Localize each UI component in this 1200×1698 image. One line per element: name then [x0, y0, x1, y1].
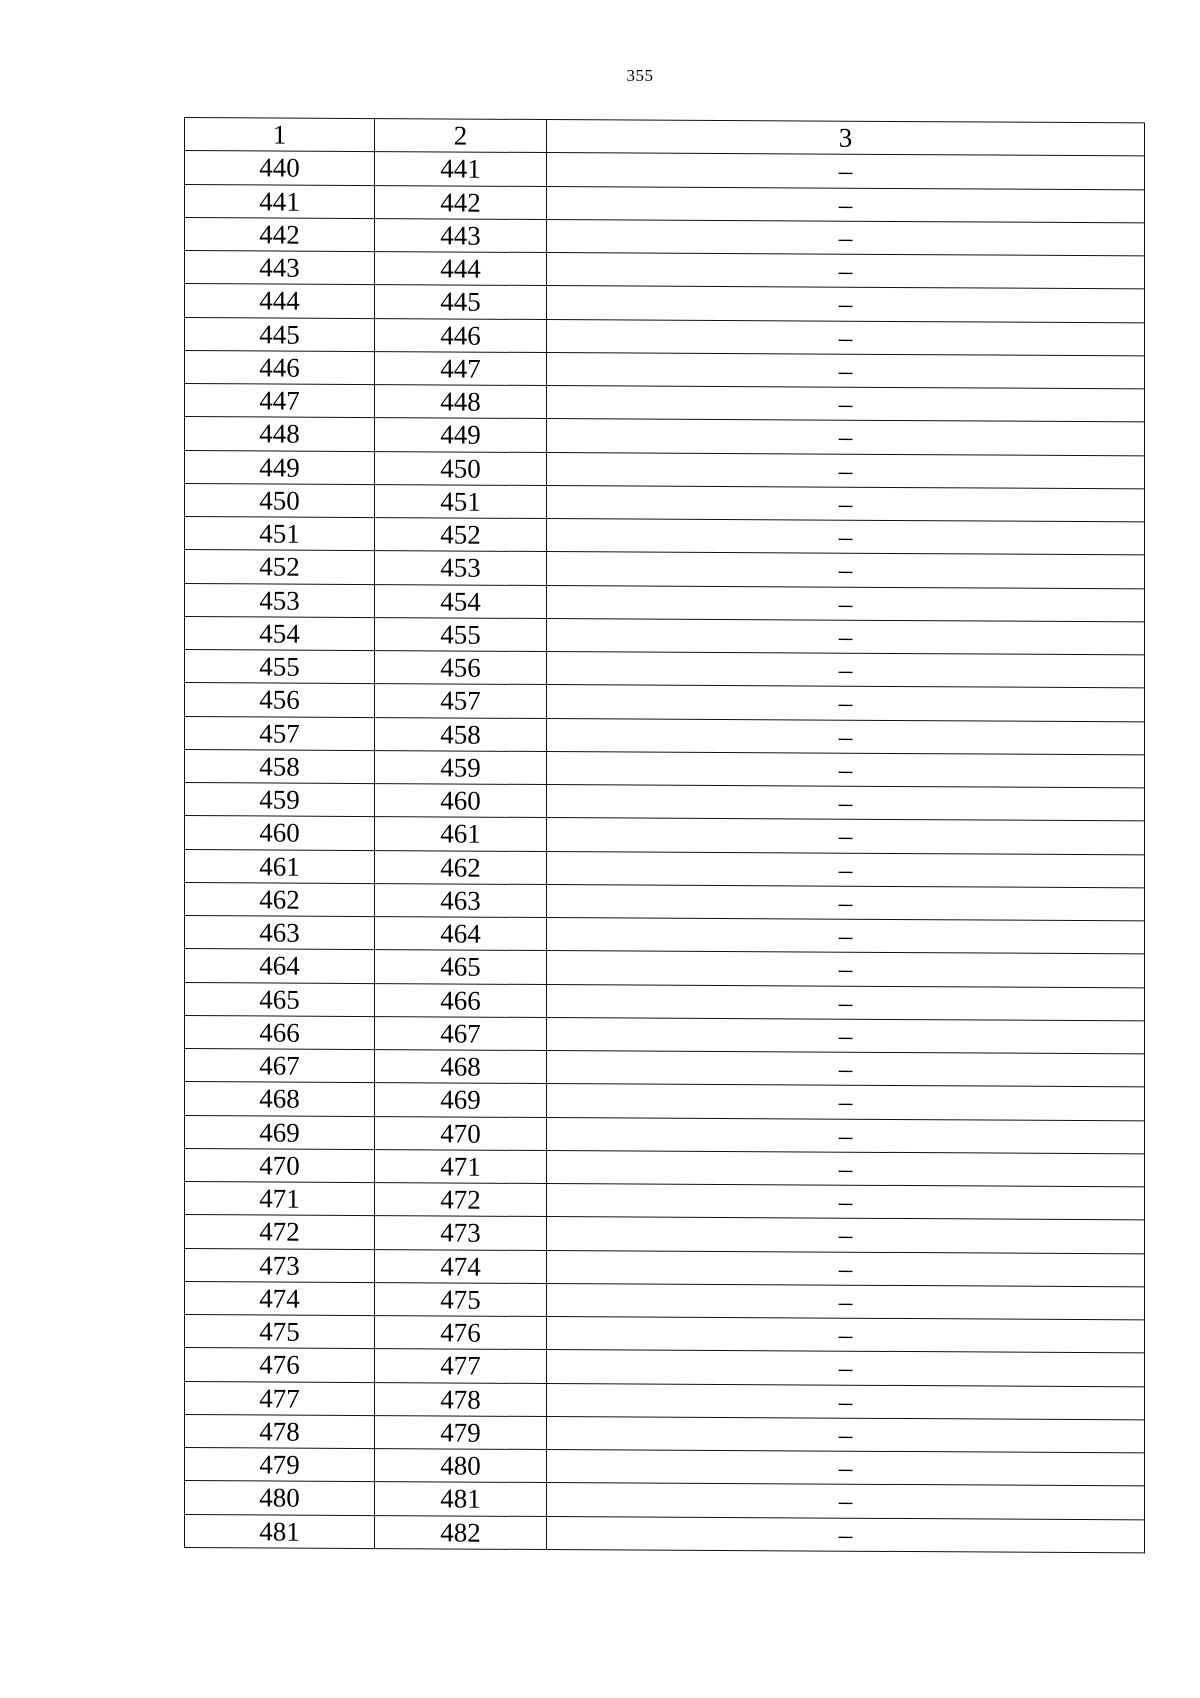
table-row — [185, 1049, 1145, 1088]
table-cell-col-3: – — [547, 552, 1145, 589]
table-cell-col-2: 470 — [375, 1116, 547, 1150]
table-row — [185, 683, 1145, 722]
table-row — [185, 1082, 1145, 1121]
table-row — [185, 1015, 1145, 1054]
table-cell-col-2: 445 — [375, 285, 547, 319]
table-cell-col-1: 467 — [185, 1049, 375, 1083]
table-cell-col-3: – — [547, 1483, 1145, 1520]
table-row — [185, 1481, 1145, 1520]
table-cell-col-1: 466 — [185, 1015, 375, 1049]
table-row — [185, 450, 1145, 489]
column-header-2: 2 — [375, 119, 547, 153]
table-cell-col-1: 458 — [185, 749, 375, 783]
table-cell-col-3: – — [547, 685, 1145, 722]
table-cell-col-2: 444 — [375, 252, 547, 286]
table-cell-col-1: 441 — [185, 184, 375, 218]
table-cell-col-2: 460 — [375, 784, 547, 818]
table-cell-col-3: – — [547, 718, 1145, 755]
table-cell-col-3: – — [547, 1317, 1145, 1354]
table-cell-col-3: – — [547, 1184, 1145, 1221]
document-table — [184, 117, 1145, 1553]
document-table-container — [184, 117, 1144, 1553]
page-number: 355 — [626, 66, 654, 85]
table-row — [185, 317, 1145, 356]
table-cell-col-2: 476 — [375, 1316, 547, 1350]
table-cell-col-3: – — [547, 1250, 1145, 1287]
column-header-3: 3 — [547, 120, 1145, 157]
table-cell-col-1: 471 — [185, 1182, 375, 1216]
table-cell-col-2: 441 — [375, 152, 547, 186]
table-cell-col-3: – — [547, 618, 1145, 655]
table-row — [185, 151, 1145, 190]
table-cell-col-3: – — [547, 751, 1145, 788]
table-cell-col-1: 452 — [185, 550, 375, 584]
table-cell-col-2: 482 — [375, 1515, 547, 1549]
table-cell-col-2: 481 — [375, 1482, 547, 1516]
table-cell-col-3: – — [547, 951, 1145, 988]
table-cell-col-2: 442 — [375, 185, 547, 219]
table-cell-col-2: 456 — [375, 651, 547, 685]
table-cell-col-3: – — [547, 1117, 1145, 1154]
table-cell-col-3: – — [547, 352, 1145, 389]
table-cell-col-2: 458 — [375, 717, 547, 751]
table-cell-col-3: – — [547, 918, 1145, 955]
table-cell-col-1: 468 — [185, 1082, 375, 1116]
table-cell-col-3: – — [547, 153, 1145, 190]
table-row — [185, 417, 1145, 456]
table-cell-col-1: 474 — [185, 1281, 375, 1315]
table-cell-col-1: 440 — [185, 151, 375, 185]
table-row — [185, 1281, 1145, 1320]
table-row — [185, 1315, 1145, 1354]
table-cell-col-3: – — [547, 1383, 1145, 1420]
table-cell-col-3: – — [547, 253, 1145, 290]
table-cell-col-2: 453 — [375, 551, 547, 585]
table-row — [185, 251, 1145, 290]
table-cell-col-3: – — [547, 851, 1145, 888]
table-cell-col-1: 469 — [185, 1115, 375, 1149]
table-row — [185, 550, 1145, 589]
table-cell-col-3: – — [547, 1416, 1145, 1453]
table-cell-col-2: 468 — [375, 1050, 547, 1084]
table-cell-col-2: 472 — [375, 1183, 547, 1217]
table-cell-col-1: 465 — [185, 982, 375, 1016]
table-row — [185, 483, 1145, 522]
table-cell-col-3: – — [547, 585, 1145, 622]
header-row — [185, 118, 1145, 157]
table-cell-col-3: – — [547, 319, 1145, 356]
table-cell-col-3: – — [547, 1084, 1145, 1121]
table-cell-col-3: – — [547, 1051, 1145, 1088]
table-header — [185, 118, 1145, 157]
table-cell-col-1: 481 — [185, 1514, 375, 1548]
table-row — [185, 749, 1145, 788]
table-cell-col-3: – — [547, 1017, 1145, 1054]
table-row — [185, 1448, 1145, 1487]
table-cell-col-1: 479 — [185, 1448, 375, 1482]
table-cell-col-1: 475 — [185, 1315, 375, 1349]
table-cell-col-3: – — [547, 818, 1145, 855]
table-cell-col-1: 457 — [185, 716, 375, 750]
table-cell-col-1: 446 — [185, 350, 375, 384]
table-cell-col-3: – — [547, 286, 1145, 323]
table-cell-col-1: 470 — [185, 1148, 375, 1182]
table-cell-col-1: 449 — [185, 450, 375, 484]
table-row — [185, 650, 1145, 689]
table-cell-col-3: – — [547, 219, 1145, 256]
table-cell-col-2: 466 — [375, 983, 547, 1017]
table-row — [185, 1248, 1145, 1287]
table-row — [185, 1115, 1145, 1154]
table-row — [185, 616, 1145, 655]
table-row — [185, 1514, 1145, 1553]
table-cell-col-1: 453 — [185, 583, 375, 617]
table-cell-col-1: 472 — [185, 1215, 375, 1249]
table-row — [185, 716, 1145, 755]
table-cell-col-1: 459 — [185, 783, 375, 817]
table-cell-col-2: 478 — [375, 1382, 547, 1416]
table-cell-col-2: 447 — [375, 351, 547, 385]
table-cell-col-2: 463 — [375, 883, 547, 917]
table-row — [185, 217, 1145, 256]
table-cell-col-1: 455 — [185, 650, 375, 684]
table-row — [185, 384, 1145, 423]
table-cell-col-3: – — [547, 1217, 1145, 1254]
table-body — [185, 151, 1145, 1553]
table-cell-col-1: 477 — [185, 1381, 375, 1415]
table-cell-col-3: – — [547, 884, 1145, 921]
table-cell-col-1: 447 — [185, 384, 375, 418]
table-cell-col-2: 451 — [375, 484, 547, 518]
table-row — [185, 1148, 1145, 1187]
table-cell-col-1: 461 — [185, 849, 375, 883]
table-row — [185, 1215, 1145, 1254]
table-cell-col-3: – — [547, 652, 1145, 689]
table-row — [185, 882, 1145, 921]
table-cell-col-2: 450 — [375, 451, 547, 485]
table-cell-col-2: 449 — [375, 418, 547, 452]
table-cell-col-1: 443 — [185, 251, 375, 285]
table-row — [185, 1414, 1145, 1453]
table-cell-col-2: 457 — [375, 684, 547, 718]
table-cell-col-1: 478 — [185, 1414, 375, 1448]
table-row — [185, 284, 1145, 323]
table-cell-col-1: 460 — [185, 816, 375, 850]
table-row — [185, 916, 1145, 955]
table-cell-col-1: 480 — [185, 1481, 375, 1515]
table-cell-col-2: 471 — [375, 1149, 547, 1183]
table-cell-col-1: 445 — [185, 317, 375, 351]
table-cell-col-2: 469 — [375, 1083, 547, 1117]
table-cell-col-2: 443 — [375, 218, 547, 252]
table-cell-col-3: – — [547, 419, 1145, 456]
table-cell-col-2: 454 — [375, 584, 547, 618]
table-cell-col-2: 475 — [375, 1282, 547, 1316]
table-row — [185, 1348, 1145, 1387]
table-cell-col-3: – — [547, 1150, 1145, 1187]
table-cell-col-3: – — [547, 1450, 1145, 1487]
table-row — [185, 949, 1145, 988]
table-cell-col-2: 446 — [375, 318, 547, 352]
table-cell-col-2: 465 — [375, 950, 547, 984]
table-cell-col-1: 473 — [185, 1248, 375, 1282]
table-cell-col-3: – — [547, 519, 1145, 556]
table-row — [185, 982, 1145, 1021]
table-cell-col-3: – — [547, 485, 1145, 522]
table-cell-col-2: 459 — [375, 750, 547, 784]
table-cell-col-1: 442 — [185, 217, 375, 251]
table-cell-col-1: 464 — [185, 949, 375, 983]
table-cell-col-3: – — [547, 984, 1145, 1021]
table-cell-col-2: 462 — [375, 850, 547, 884]
table-cell-col-1: 448 — [185, 417, 375, 451]
table-cell-col-1: 451 — [185, 517, 375, 551]
table-cell-col-3: – — [547, 1283, 1145, 1320]
table-cell-col-2: 467 — [375, 1016, 547, 1050]
table-cell-col-2: 480 — [375, 1449, 547, 1483]
table-cell-col-2: 464 — [375, 917, 547, 951]
table-row — [185, 1182, 1145, 1221]
table-cell-col-2: 473 — [375, 1216, 547, 1250]
table-cell-col-3: – — [547, 386, 1145, 423]
table-cell-col-2: 455 — [375, 617, 547, 651]
table-row — [185, 783, 1145, 822]
table-cell-col-1: 463 — [185, 916, 375, 950]
table-cell-col-3: – — [547, 452, 1145, 489]
column-header-1: 1 — [185, 118, 375, 152]
table-cell-col-1: 454 — [185, 616, 375, 650]
table-row — [185, 583, 1145, 622]
table-cell-col-2: 477 — [375, 1349, 547, 1383]
table-cell-col-1: 456 — [185, 683, 375, 717]
table-row — [185, 517, 1145, 556]
table-cell-col-1: 450 — [185, 483, 375, 517]
table-cell-col-3: – — [547, 1516, 1145, 1553]
table-row — [185, 816, 1145, 855]
table-cell-col-2: 448 — [375, 385, 547, 419]
table-cell-col-2: 479 — [375, 1415, 547, 1449]
table-cell-col-1: 462 — [185, 882, 375, 916]
table-cell-col-3: – — [547, 186, 1145, 223]
table-cell-col-2: 474 — [375, 1249, 547, 1283]
table-cell-col-2: 452 — [375, 518, 547, 552]
table-cell-col-2: 461 — [375, 817, 547, 851]
table-cell-col-1: 476 — [185, 1348, 375, 1382]
table-cell-col-3: – — [547, 1350, 1145, 1387]
table-cell-col-3: – — [547, 785, 1145, 822]
table-row — [185, 1381, 1145, 1420]
table-row — [185, 184, 1145, 223]
table-row — [185, 350, 1145, 389]
table-cell-col-1: 444 — [185, 284, 375, 318]
table-row — [185, 849, 1145, 888]
